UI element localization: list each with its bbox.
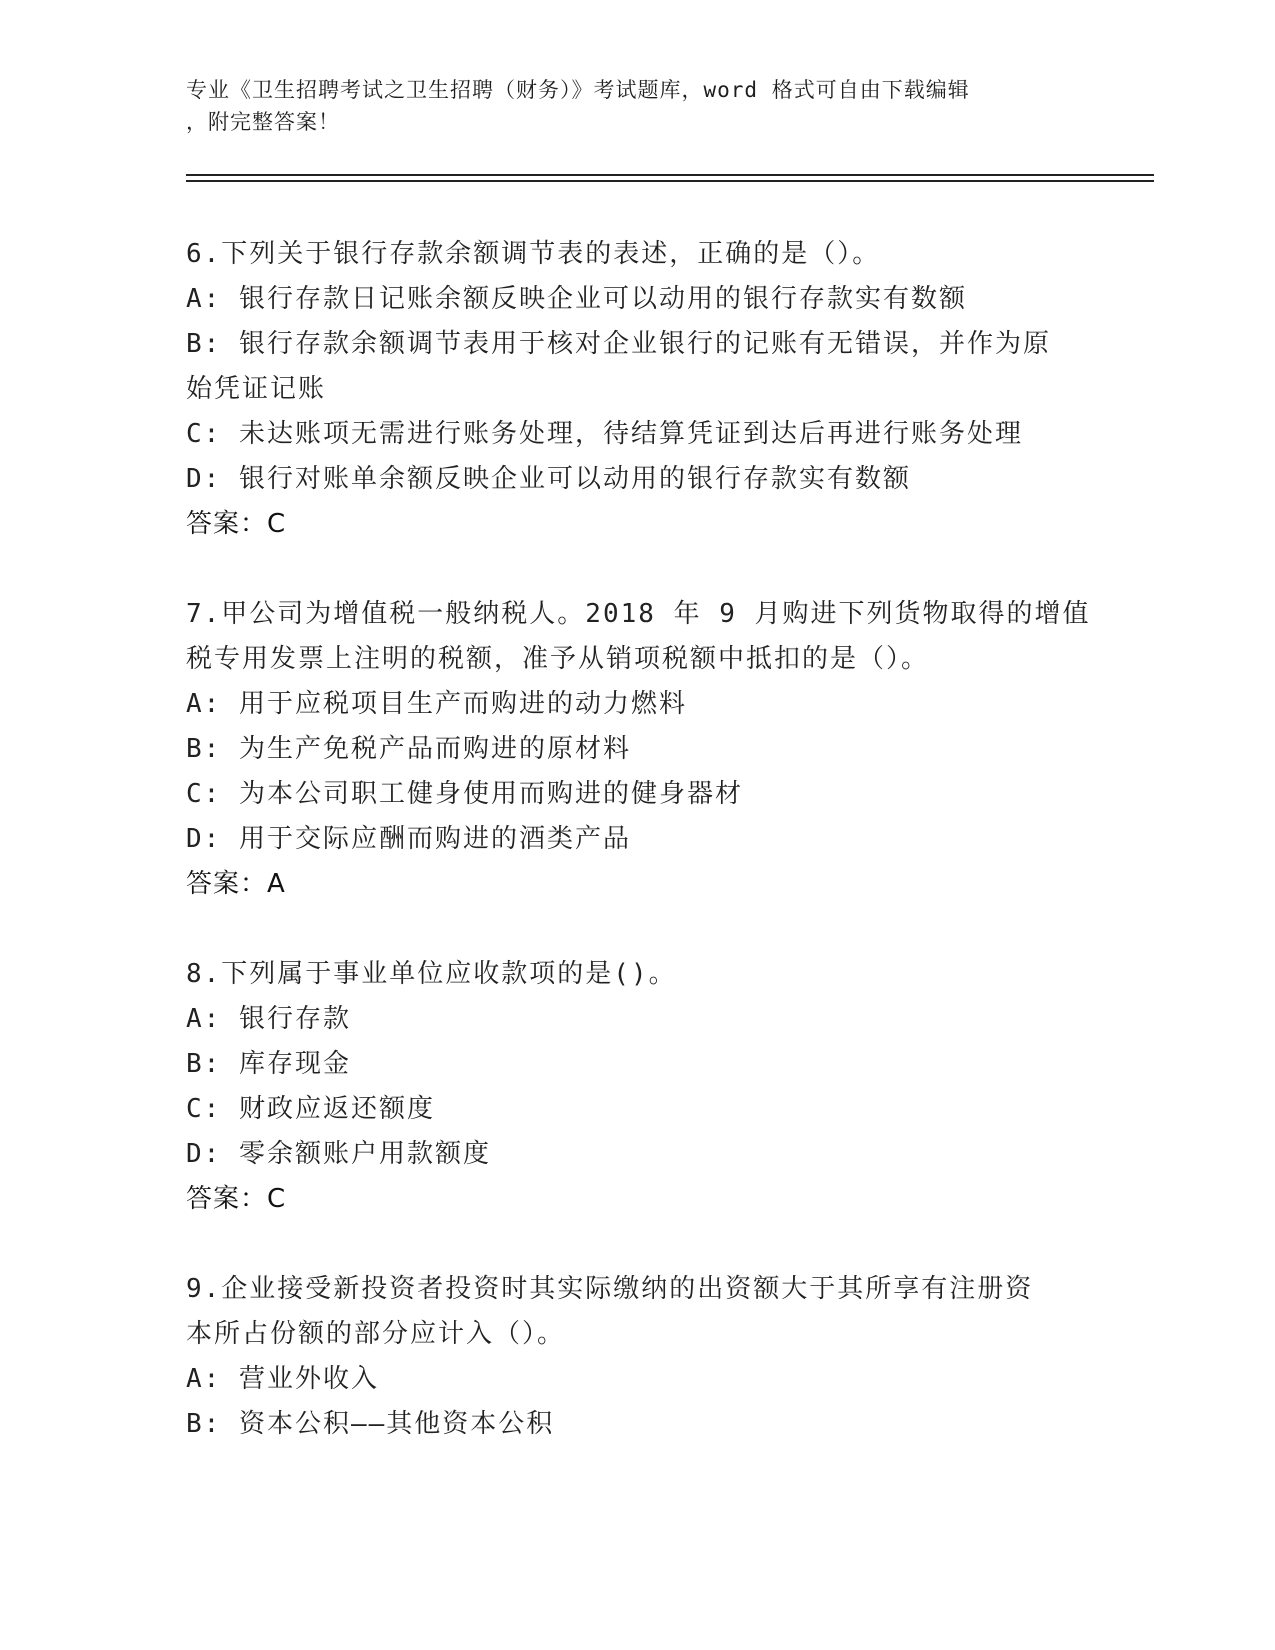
answer-label: 答案：C (186, 509, 287, 539)
option-c: C: 财政应返还额度 (186, 1094, 435, 1124)
answer-label: 答案：C (186, 1184, 287, 1214)
question-stem-continued: 税专用发票上注明的税额，准予从销项税额中抵扣的是（）。 (186, 644, 930, 674)
question-9 (186, 1267, 1086, 1447)
option-c: C: 为本公司职工健身使用而购进的健身器材 (186, 779, 743, 809)
option-d: D: 银行对账单余额反映企业可以动用的银行存款实有数额 (186, 464, 911, 494)
document-header (186, 74, 1066, 138)
option-c: C: 未达账项无需进行账务处理，待结算凭证到达后再进行账务处理 (186, 419, 1023, 449)
option-b-continued: 始凭证记账 (186, 374, 327, 404)
header-text-line-1: 专业《卫生招聘考试之卫生招聘（财务）》考试题库，word 格式可自由下载编辑 (186, 78, 970, 102)
question-stem: 6.下列关于银行存款余额调节表的表述，正确的是（）。 (186, 239, 881, 269)
question-stem: 9.企业接受新投资者投资时其实际缴纳的出资额大于其所享有注册资 (186, 1274, 1034, 1304)
question-stem: 8.下列属于事业单位应收款项的是()。 (186, 959, 677, 989)
option-a: A: 银行存款日记账余额反映企业可以动用的银行存款实有数额 (186, 284, 967, 314)
option-b: B: 库存现金 (186, 1049, 351, 1079)
question-stem-continued: 本所占份额的部分应计入（）。 (186, 1319, 566, 1349)
question-6 (186, 232, 1086, 547)
answer-label: 答案：A (186, 869, 286, 899)
question-7 (186, 592, 1091, 907)
question-list (186, 232, 1091, 1492)
option-a: A: 用于应税项目生产而购进的动力燃料 (186, 689, 687, 719)
question-stem: 7.甲公司为增值税一般纳税人。2018 年 9 月购进下列货物取得的增值 (186, 599, 1091, 629)
option-b: B: 银行存款余额调节表用于核对企业银行的记账有无错误，并作为原 (186, 329, 1051, 359)
option-b: B: 为生产免税产品而购进的原材料 (186, 734, 631, 764)
option-a: A: 营业外收入 (186, 1364, 379, 1394)
header-divider-top (186, 174, 1154, 176)
option-b: B: 资本公积——其他资本公积 (186, 1409, 555, 1439)
question-8 (186, 952, 1086, 1222)
option-d: D: 用于交际应酬而购进的酒类产品 (186, 824, 631, 854)
option-d: D: 零余额账户用款额度 (186, 1139, 491, 1169)
option-a: A: 银行存款 (186, 1004, 351, 1034)
header-divider-bottom (186, 180, 1154, 182)
header-text-line-2: ，附完整答案！ (186, 110, 340, 134)
